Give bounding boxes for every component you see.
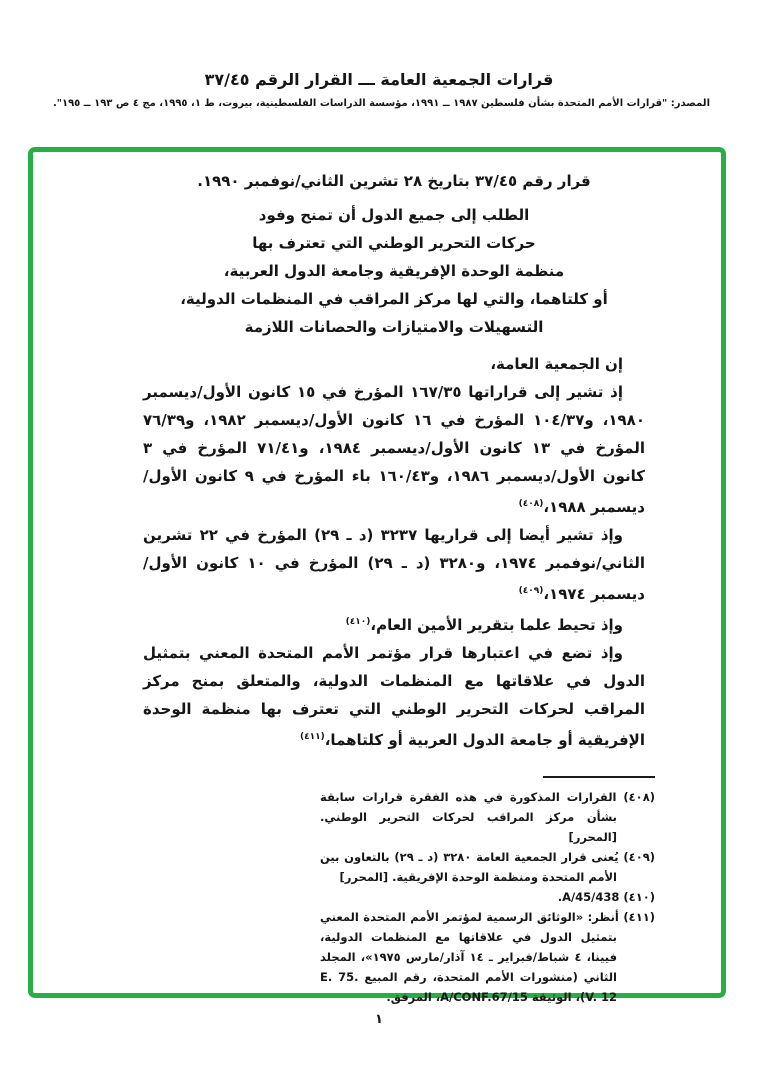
- preamble-intro: إن الجمعية العامة،: [490, 355, 623, 373]
- resolution-title-line: الطلب إلى جميع الدول أن تمنح وفود: [258, 206, 530, 224]
- resolution-title-line: التسهيلات والامتيازات والحصانات اللازمة: [244, 318, 544, 336]
- footnote: [320, 847, 655, 887]
- paragraph-text: قرار مؤتمر الأمم المتحدة المعني بتمثيل الدول في علاقاتها مع المنظمات الدولية، والمتعلق بمنح مركز المراقب لحركات التحرير الوطني التي تعترف بها منظمة الوحدة الإفريقية أو جامعة الدول العربية أو كلتاهما،: [143, 644, 645, 749]
- footnote-ref: (٤١١): [300, 732, 325, 742]
- footnote-text: يُعنى قرار الجمعية العامة ٣٢٨٠ (د ـ ٢٩) بالتعاون بين الأمم المتحدة ومنظمة الوحدة الإفريقية. [المحرر]: [320, 850, 619, 884]
- footnotes-section: [320, 776, 655, 1007]
- resolution-title-line: أو كلتاهما، والتي لها مركز المراقب في المنظمات الدولية،: [180, 290, 608, 308]
- footnote-number: (٤١١): [623, 910, 655, 924]
- footnote-text: القرارات المذكورة في هذه الفقرة قرارات سابقة بشأن مركز المراقب لحركات التحرير الوطني. [المحرر]: [320, 790, 617, 844]
- footnote-number: (٤١٠): [623, 890, 655, 904]
- preamble-paragraph: [143, 608, 645, 639]
- resolution-number-line: قرار رقم ٣٧/٤٥ بتاريخ ٢٨ تشرين الثاني/نوفمبر ١٩٩٠.: [197, 172, 591, 190]
- footnote-text: A/45/438.: [557, 890, 620, 904]
- footnote: [320, 787, 655, 847]
- source-citation: المصدر: "قرارات الأمم المتحدة بشأن فلسطين ١٩٨٧ ــ ١٩٩١، مؤسسة الدراسات الفلسطينية، بيروت، ط ١، ١٩٩٥، مج ٤ ص ١٩٣ ــ ١٩٥".: [52, 98, 710, 109]
- paragraph-lead: وإذ تشير أيضا: [518, 526, 623, 544]
- page-number: ١: [375, 1012, 383, 1027]
- resolution-body: [33, 152, 721, 1007]
- footnote-ref: (٤٠٩): [518, 586, 544, 596]
- page-title: قرارات الجمعية العامة ـــ القرار الرقم ٣٧/٤٥: [204, 70, 554, 89]
- paragraph-text: إلى قراراتها ١٦٧/٣٥ المؤرخ في ١٥ كانون الأول/ديسمبر ١٩٨٠، و١٠٤/٣٧ المؤرخ في ١٦ كانون الأول/ديسمبر ١٩٨٢، و٧٦/٣٩ المؤرخ في ١٣ كانون الأول/ديسمبر ١٩٨٤، و٧١/٤١ المؤرخ في ٣ كانون الأول/ديسمبر ١٩٨٦، و١٦٠/٤٣ باء المؤرخ في ٩ كانون الأول/ديسمبر ١٩٨٨،: [143, 383, 646, 516]
- footnote-number: (٤٠٩): [623, 850, 655, 864]
- footnote: [320, 887, 655, 907]
- preamble-paragraph: [143, 521, 645, 608]
- footnote-number: (٤٠٨): [623, 790, 655, 804]
- resolution-title-line: منظمة الوحدة الإفريقية وجامعة الدول العربية،: [223, 262, 565, 280]
- preamble-paragraph: [143, 378, 645, 521]
- resolution-frame: [28, 147, 726, 1004]
- footnote-separator: [543, 776, 655, 778]
- footnote-ref: (٤١٠): [345, 617, 371, 627]
- footnote-ref: (٤٠٨): [518, 499, 544, 509]
- page-header: [0, 0, 758, 111]
- paragraph-lead: إذ تشير: [567, 383, 623, 401]
- paragraph-text: بتقرير الأمين العام،: [370, 616, 515, 634]
- paragraph-text: إلى قراريها ٣٢٣٧ (د ـ ٢٩) المؤرخ في ٢٢ تشرين الثاني/نوفمبر ١٩٧٤، و٣٢٨٠ (د ـ ٢٩) المؤرخ في ١٠ كانون الأول/ديسمبر ١٩٧٤،: [143, 526, 645, 603]
- paragraph-lead: وإذ تضع في اعتبارها: [461, 644, 623, 662]
- footnote-text: أنظر: «الوثائق الرسمية لمؤتمر الأمم المتحدة المعني بتمثيل الدول في علاقاتها مع المنظمات الدولية، فيينا، ٤ شباط/فبراير ـ ١٤ آذار/مارس ١٩٧٥»، المجلد الثاني (منشورات الأمم المتحدة، رقم المبيع E. 75. V. 12)، الوثيقة A/CONF.67/15، المرفق.: [320, 910, 619, 1004]
- resolution-title-line: حركات التحرير الوطني التي تعترف بها: [252, 234, 536, 252]
- resolution-title: [143, 201, 645, 341]
- preamble-paragraph: [143, 639, 645, 754]
- footnote: [320, 907, 655, 1007]
- paragraph-lead: وإذ تحيط علما: [519, 616, 623, 634]
